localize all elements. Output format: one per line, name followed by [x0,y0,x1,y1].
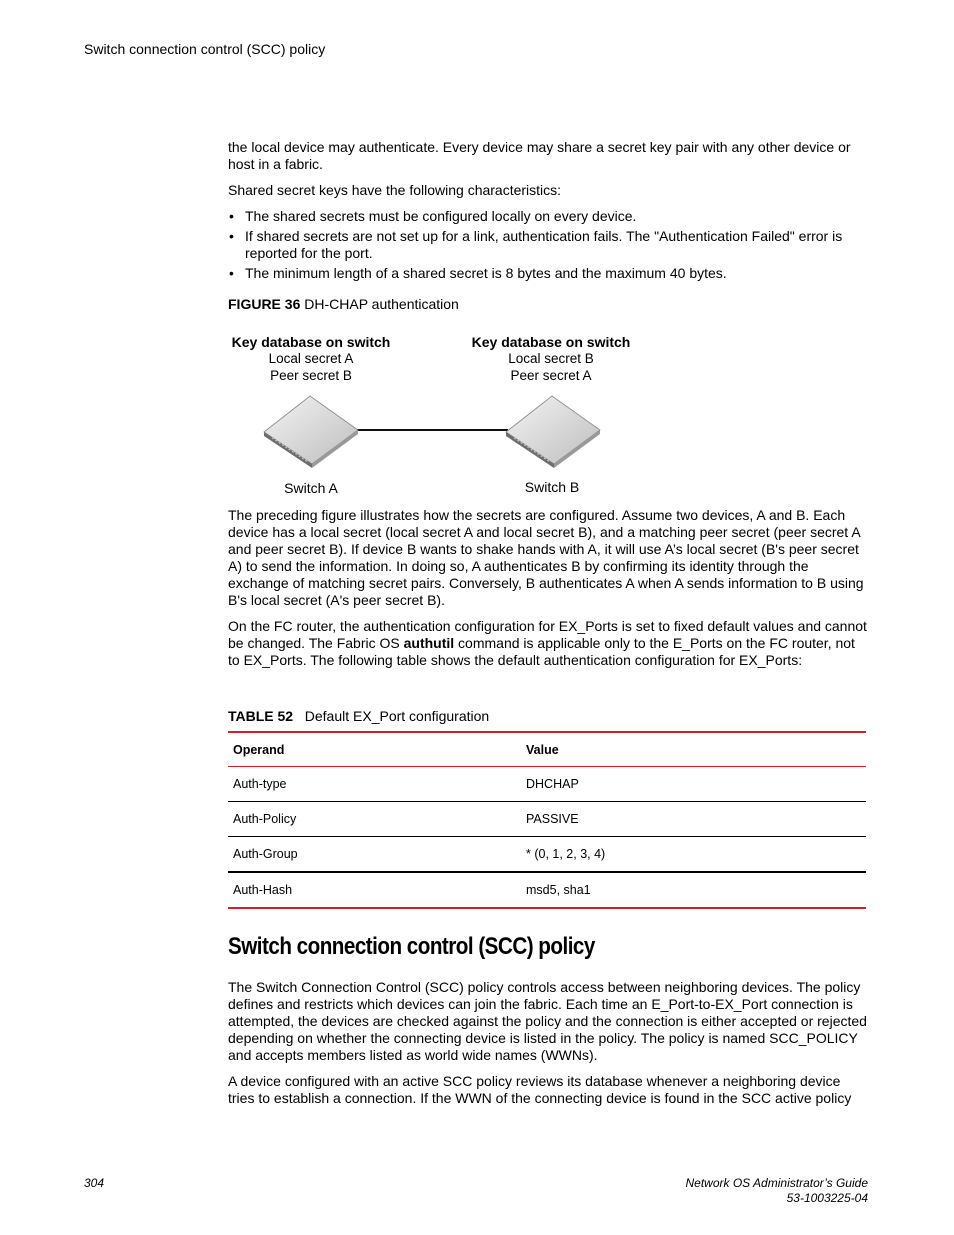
switch-b-peer-secret: Peer secret A [510,368,592,383]
operand-cell: Auth-Policy [233,812,297,826]
column-header-value: Value [526,742,559,757]
fc-router-text-end: command is applicable only to the E_Ports on the FC router, not to EX_Ports. The following table shows the default authentication configuration for EX_Ports: [228,635,855,668]
list-item: • The minimum length of a shared secret is 8 bytes and the maximum 40 bytes. [228,265,868,282]
table-caption [228,708,868,725]
ex-port-config-table [228,731,866,909]
table-row [228,802,866,837]
list-item: • The shared secrets must be configured locally on every device. [228,208,868,225]
switch-b-label: Switch B [524,479,580,495]
intro-paragraph: the local device may authenticate. Every device may share a secret key pair with any other device or host in a fabric. [228,139,851,172]
switch-b-icon [506,396,600,468]
value-cell: msd5, sha1 [526,883,591,897]
characteristics-intro: Shared secret keys have the following characteristics: [228,182,562,198]
scc-description: The Switch Connection Control (SCC) policy controls access between neighboring devices. The policy defines and restricts which devices can join the fabric. Each time an E_Port-to-EX_Port connection is attempted, the devices are checked against the policy and the connection is either accepted or rejected depending on whether the connecting device is listed in the policy. The policy is named SCC_POLICY and accepts members listed as world wide names (WWNs). [228,979,867,1063]
doc-title: Network OS Administrator’s Guide [685,1176,868,1190]
table-row [228,837,866,873]
operand-cell: Auth-type [233,777,287,791]
switch-a-local-secret: Local secret A [268,351,354,366]
table-row [228,872,866,908]
table-row [228,767,866,802]
value-cell: DHCHAP [526,777,579,791]
doc-number: 53-1003225-04 [786,1191,868,1205]
switch-a-peer-secret: Peer secret B [270,368,352,383]
dh-chap-diagram [228,322,648,502]
value-cell: * (0, 1, 2, 3, 4) [526,847,606,861]
switch-b-local-secret: Local secret B [508,351,594,366]
scc-active-policy-paragraph: A device configured with an active SCC policy reviews its database whenever a neighboring device tries to establish a connection. If the WWN of the connecting device is found in the SCC active policy [228,1073,852,1106]
operand-cell: Auth-Hash [233,883,293,897]
figure-caption [228,296,868,313]
operand-cell: Auth-Group [233,847,298,861]
footer-doc-info [685,1176,868,1206]
fc-router-paragraph [228,618,868,669]
authutil-command: authutil [403,635,455,651]
column-header-operand: Operand [233,742,285,757]
list-item: • If shared secrets are not set up for a link, authentication fails. The "Authentication Failed" error is reported for the port. [228,228,868,262]
switch-a-icon [264,396,358,468]
page-number: 304 [84,1176,105,1190]
switch-a-label: Switch A [284,480,338,496]
switch-b-db-title: Key database on switch [471,334,631,350]
table-title: Default EX_Port configuration [304,708,490,724]
running-header: Switch connection control (SCC) policy [84,41,326,57]
fc-router-text: On the FC router, the authentication configuration for EX_Ports is set to fixed default values and cannot be changed. The Fabric OS [228,618,867,651]
value-cell: PASSIVE [526,812,579,826]
characteristics-list [228,208,868,285]
table-label: TABLE 52 [228,708,294,724]
figure-title: DH-CHAP authentication [304,296,459,312]
figure-explanation: The preceding figure illustrates how the secrets are configured. Assume two devices, A and B. Each device has a local secret (local secret A and local secret B), and a matching peer secret (peer secret A and peer secret B). If device B wants to shake hands with A, it will use A’s local secret (B's peer secret A) to send the information. In doing so, A authenticates B by confirming its identity through the exchange of matching secret pairs. Conversely, B authenticates A when A sends information to B using B's local secret (A's peer secret B). [228,507,864,608]
switch-a-db-title: Key database on switch [231,334,391,350]
table-header-row [228,732,866,767]
section-heading: Switch connection control (SCC) policy [228,933,595,960]
figure-label: FIGURE 36 [228,296,301,312]
